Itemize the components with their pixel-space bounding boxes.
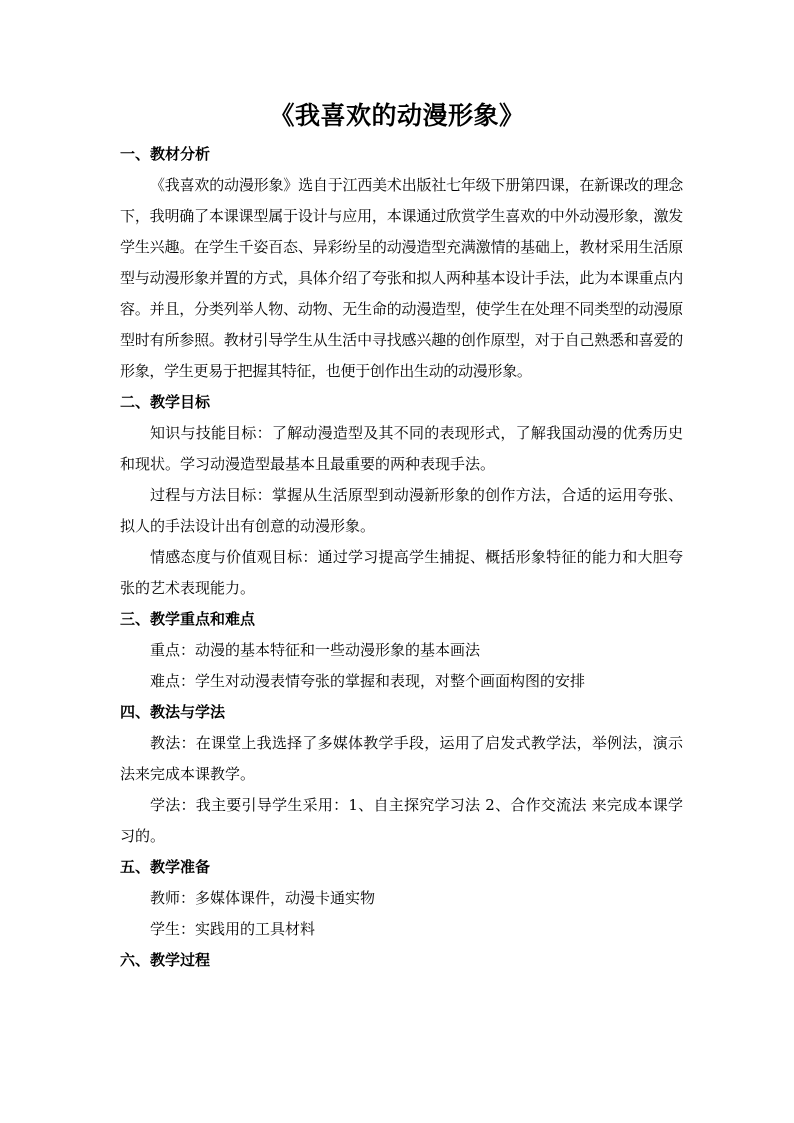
section-heading: 四、教法与学法 bbox=[120, 703, 226, 721]
paragraph: 教师：多媒体课件，动漫卡通实物 bbox=[150, 889, 376, 907]
paragraph: 学法：我主要引导学生采用：1、自主探究学习法 2、合作交流法 来完成本课学习的。 bbox=[120, 796, 683, 845]
document-body bbox=[120, 139, 683, 976]
paragraph: 知识与技能目标：了解动漫造型及其不同的表现形式，了解我国动漫的优秀历史和现状。学习动漫造型最基本且最重要的两种表现手法。 bbox=[120, 424, 683, 473]
paragraph: 过程与方法目标：掌握从生活原型到动漫新形象的创作方法，合适的运用夸张、拟人的手法设计出有创意的动漫形象。 bbox=[120, 486, 683, 535]
section-key-points bbox=[120, 604, 683, 697]
section-methods bbox=[120, 697, 683, 852]
section-teaching-objectives bbox=[120, 387, 683, 604]
section-heading: 二、教学目标 bbox=[120, 393, 211, 411]
section-textbook-analysis bbox=[120, 139, 683, 387]
section-preparation bbox=[120, 852, 683, 945]
document-title: 《我喜欢的动漫形象》 bbox=[269, 101, 525, 130]
paragraph: 《我喜欢的动漫形象》选自于江西美术出版社七年级下册第四课，在新课改的理念下，我明确了本课课型属于设计与应用，本课通过欣赏学生喜欢的中外动漫形象，激发学生兴趣。在学生千姿百态、异彩纷呈的动漫造型充满激情的基础上，教材采用生活原型与动漫形象并置的方式，具体介绍了夸张和拟人两种基本设计手法，此为本课重点内容。并且，分类列举人物、动物、无生命的动漫造型，使学生在处理不同类型的动漫原型时有所参照。教材引导学生从生活中寻找感兴趣的创作原型，对于自己熟悉和喜爱的形象，学生更易于把握其特征，也便于创作出生动的动漫形象。 bbox=[120, 176, 683, 380]
section-heading: 三、教学重点和难点 bbox=[120, 610, 256, 628]
section-heading: 五、教学准备 bbox=[120, 858, 211, 876]
paragraph: 情感态度与价值观目标：通过学习提高学生捕捉、概括形象特征的能力和大胆夸张的艺术表现能力。 bbox=[120, 548, 683, 597]
paragraph: 学生：实践用的工具材料 bbox=[150, 920, 316, 938]
section-teaching-process bbox=[120, 945, 683, 976]
paragraph: 教法：在课堂上我选择了多媒体教学手段，运用了启发式教学法，举例法，演示法来完成本课教学。 bbox=[120, 734, 683, 783]
paragraph: 重点：动漫的基本特征和一些动漫形象的基本画法 bbox=[150, 641, 481, 659]
paragraph: 难点：学生对动漫表情夸张的掌握和表现，对整个画面构图的安排 bbox=[150, 672, 586, 690]
section-heading: 一、教材分析 bbox=[120, 145, 211, 163]
section-heading: 六、教学过程 bbox=[120, 951, 211, 969]
